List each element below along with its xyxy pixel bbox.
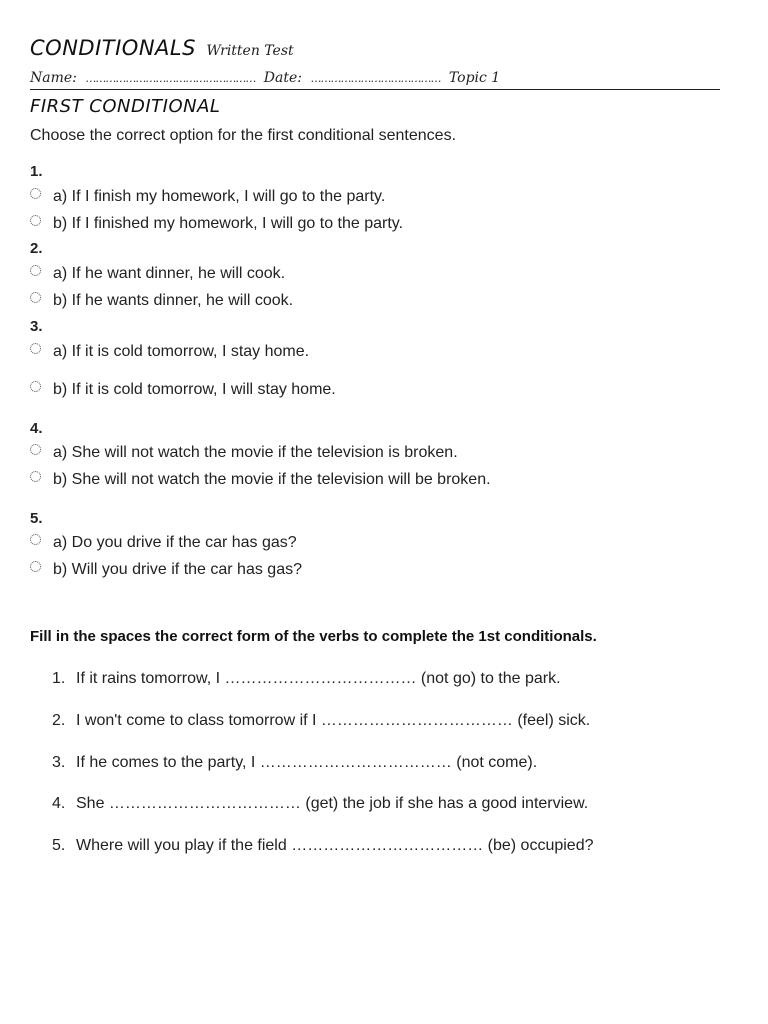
fill-in-item[interactable] <box>52 795 588 813</box>
radio-icon[interactable] <box>30 561 41 572</box>
radio-icon[interactable] <box>30 265 41 276</box>
answer-option[interactable] <box>30 188 385 206</box>
name-field[interactable]: …………………………………………… <box>85 72 256 85</box>
option-text: b) Will you drive if the car has gas? <box>53 561 302 578</box>
radio-icon[interactable] <box>30 471 41 482</box>
name-label: Name: <box>30 70 77 86</box>
option-text: a) She will not watch the movie if the television is broken. <box>53 444 458 461</box>
item-number: 1. <box>52 670 66 687</box>
question-number: 2. <box>30 240 43 257</box>
radio-icon[interactable] <box>30 292 41 303</box>
answer-option[interactable] <box>30 534 297 552</box>
radio-icon[interactable] <box>30 444 41 455</box>
page-subtitle: Written Test <box>206 43 294 59</box>
radio-icon[interactable] <box>30 534 41 545</box>
section-title-first-conditional: FIRST CONDITIONAL <box>30 96 221 117</box>
date-label: Date: <box>263 70 302 86</box>
question-number: 1. <box>30 163 43 180</box>
answer-option[interactable] <box>30 265 285 283</box>
option-text: b) If he wants dinner, he will cook. <box>53 292 294 309</box>
question-number: 4. <box>30 420 43 437</box>
page-title: CONDITIONALS <box>30 36 196 60</box>
student-info-row <box>30 70 720 90</box>
answer-option[interactable] <box>30 381 336 399</box>
question-number: 3. <box>30 318 43 335</box>
option-text: a) If it is cold tomorrow, I stay home. <box>53 343 310 360</box>
radio-icon[interactable] <box>30 343 41 354</box>
option-text: a) If I finish my homework, I will go to the party. <box>53 188 386 205</box>
option-text: b) If I finished my homework, I will go to the party. <box>53 215 404 232</box>
fill-in-item[interactable] <box>52 712 590 730</box>
answer-option[interactable] <box>30 215 403 233</box>
date-field[interactable]: ………………………………… <box>310 72 441 85</box>
fill-in-item[interactable] <box>52 837 594 855</box>
option-text: a) If he want dinner, he will cook. <box>53 265 286 282</box>
item-number: 2. <box>52 712 66 729</box>
option-text: b) If it is cold tomorrow, I will stay home. <box>53 381 336 398</box>
header-divider <box>30 89 720 90</box>
answer-option[interactable] <box>30 343 309 361</box>
item-number: 3. <box>52 754 66 771</box>
answer-option[interactable] <box>30 471 491 489</box>
item-text: Where will you play if the field ……………………………… (be) occupied? <box>76 837 594 854</box>
item-text: If he comes to the party, I ……………………………… (not come). <box>76 754 538 771</box>
fill-in-item[interactable] <box>52 670 561 688</box>
section-title-fill-in: Fill in the spaces the correct form of the verbs to complete the 1st conditionals. <box>30 628 597 645</box>
answer-option[interactable] <box>30 561 302 579</box>
item-text: She ……………………………… (get) the job if she has a good interview. <box>76 795 589 812</box>
radio-icon[interactable] <box>30 215 41 226</box>
topic-label: Topic 1 <box>448 70 501 86</box>
item-text: If it rains tomorrow, I ……………………………… (not go) to the park. <box>76 670 561 687</box>
radio-icon[interactable] <box>30 188 41 199</box>
item-text: I won't come to class tomorrow if I ……………………………… (feel) sick. <box>76 712 591 729</box>
item-number: 5. <box>52 837 66 854</box>
radio-icon[interactable] <box>30 381 41 392</box>
option-text: b) She will not watch the movie if the television will be broken. <box>53 471 491 488</box>
worksheet-header <box>30 36 294 60</box>
section-instructions: Choose the correct option for the first conditional sentences. <box>30 127 457 144</box>
item-number: 4. <box>52 795 66 812</box>
question-number: 5. <box>30 510 43 527</box>
answer-option[interactable] <box>30 292 293 310</box>
answer-option[interactable] <box>30 444 458 462</box>
option-text: a) Do you drive if the car has gas? <box>53 534 297 551</box>
fill-in-item[interactable] <box>52 754 537 772</box>
